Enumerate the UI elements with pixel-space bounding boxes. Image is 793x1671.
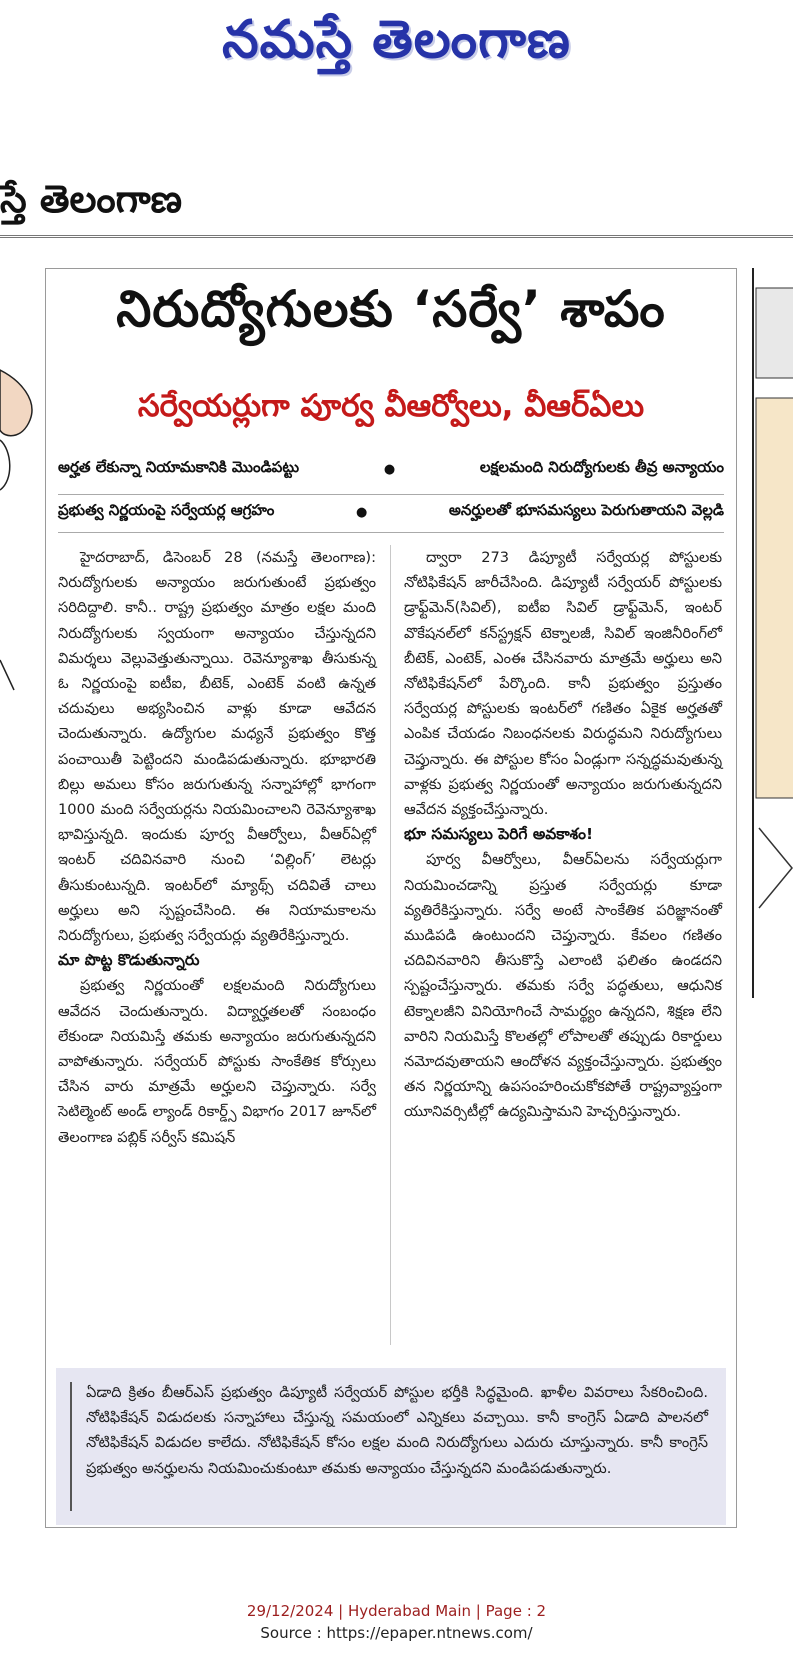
highlight-box: [56, 1368, 726, 1525]
kicker: అనర్హులతో భూసమస్యలు పెరుగుతాయని వెల్లడి: [448, 501, 724, 519]
paragraph: పూర్వ వీఆర్వోలు, వీఆర్‌ఏలను సర్వేయర్లుగా నియమించడాన్ని ప్రస్తుత సర్వేయర్లు కూడా వ్యతిరేకిస్తున్నారు. సర్వే అంటే సాంకేతిక పరిజ్ఞానంతో ముడిపడి ఉంటుందని చెప్తున్నారు. కేవలం గణితం చదివినవారిని తీసుకొస్తే ఎలాంటి ఫలితం ఉండదని స్పష్టంచేస్తున్నారు. తమకు సర్వే పద్ధతులు, ఆధునిక టెక్నాలజీని వినియోగించే సామర్థ్యం ఉన్నదని, శిక్షణ లేని వారిని నియమిస్తే కొలతల్లో లోపాలతో తప్పుడు రికార్డులు నమోదవుతాయని ఆందోళన వ్యక్తంచేస్తున్నారు. ప్రభుత్వం తన నిర్ణయాన్ని ఉపసంహరించుకోకపోతే రాష్ట్రవ్యాప్తంగా యూనివర్సిటీల్లో ఉద్యమిస్తామని హెచ్చరిస్తున్నారు.: [404, 851, 722, 1121]
bullet-icon: ●: [383, 461, 396, 477]
section-heading: భూ సమస్యలు పెరిగే అవకాశం!: [404, 825, 594, 844]
section-heading: మా పొట్ట కొడుతున్నారు: [58, 951, 200, 970]
footer-dateline: 29/12/2024 | Hyderabad Main | Page : 2: [246, 1602, 547, 1620]
footer-source: Source : https://epaper.ntnews.com/: [260, 1624, 533, 1642]
kicker-row-2: [58, 494, 724, 529]
article-column-1: [58, 545, 376, 1150]
divider: [58, 532, 724, 533]
section-strip: [0, 165, 793, 238]
subheadline: సర్వేయర్లుగా పూర్వ వీఆర్వోలు, వీఆర్‌ఏలు: [137, 388, 645, 424]
headline: నిరుద్యోగులకు ‘సర్వే’ శాపం: [116, 280, 666, 338]
paragraph: ప్రభుత్వ నిర్ణయంతో లక్షలమంది నిరుద్యోగులు ఆవేదన చెందుతున్నారు. విద్యార్హతలతో సంబంధం లేకుండా నియమిస్తే తమకు అన్యాయం జరుగుతున్నదని వాపోతున్నారు. సర్వేయర్ పోస్టుకు సాంకేతిక కోర్సులు చేసిన వారు మాత్రమే అర్హులని చెప్తున్నారు. సర్వే సెటిల్మెంట్ అండ్ ల్యాండ్ రికార్డ్స్ విభాగం 2017 జూన్‌లో తెలంగాణ పబ్లిక్ సర్వీస్ కమిషన్: [58, 977, 376, 1146]
paragraph: ద్వారా 273 డిప్యూటీ సర్వేయర్ల పోస్టులకు నోటిఫికేషన్ జారీచేసింది. డిప్యూటీ సర్వేయర్ పోస్టులకు డ్రాఫ్ట్‌మెన్(సివిల్), ఐటీఐ సివిల్ డ్రాఫ్ట్‌మెన్, ఇంటర్ వొకేషనల్‌లో కన్‌స్ట్రక్షన్ టెక్నాలజీ, సివిల్ ఇంజినీరింగ్‌లో బీటెక్, ఎంటెక్, ఎంఈ చేసినవారు మాత్రమే అర్హులు అని నోటిఫికేషన్‌లో పేర్కొంది. కానీ ప్రభుత్వం ప్రస్తుతం సర్వేయర్ల పోస్టులకు ఇంటర్‌లో గణితం ఏకైక అర్హతతో ఎంపిక చేయడం నిబంధనలకు విరుద్ధమని నిరుద్యోగులు చెప్తున్నారు. ఈ పోస్టుల కోసం ఏండ్లుగా సన్నద్ధమవుతున్న వాళ్లకు ప్రభుత్వ నిర్ణయంతో అన్యాయం జరుగుతున్నదని ఆవేదన వ్యక్తంచేస్తున్నారు.: [404, 549, 722, 819]
paragraph: హైదరాబాద్, డిసెంబర్ 28 (నమస్తే తెలంగాణ): నిరుద్యోగులకు అన్యాయం జరుగుతుంటే ప్రభుత్వం సరిదిద్దాలి. కానీ.. రాష్ట్ర ప్రభుత్వం మాత్రం లక్షల మంది నిరుద్యోగులకు స్వయంగా అన్యాయం చేస్తున్నదని విమర్శలు వెల్లువెత్తుతున్నాయి. రెవెన్యూశాఖ తీసుకున్న ఓ నిర్ణయంపై ఐటీఐ, బీటెక్, ఎంటెక్ వంటి ఉన్నత చదువులు అభ్యసించిన వాళ్లు కూడా ఆవేదన చెందుతున్నారు. ఉద్యోగుల మధ్యనే ప్రభుత్వం కొత్త పంచాయితీ పెట్టిందని మండిపడుతున్నారు. భూభారతి బిల్లు అమలు కోసం జరుగుతున్న సన్నాహాల్లో భాగంగా 1000 మంది సర్వేయర్లను నియమించాలని రెవెన్యూశాఖ భావిస్తున్నది. ఇందుకు పూర్వ వీఆర్వోలు, వీఆర్‌ఏల్లో ఇంటర్ చదివినవారి నుంచి ‘విల్లింగ్’ లెటర్లు తీసుకుంటున్నది. ఇంటర్‌లో మ్యాథ్స్ చదివితే చాలు అర్హులు అని స్పష్టంచేసింది. ఈ నియామకాలను నిరుద్యోగులు, ప్రభుత్వ సర్వేయర్లు వ్యతిరేకిస్తున్నారు.: [58, 549, 376, 945]
box-text: ఏడాది క్రితం బీఆర్‌ఎస్ ప్రభుత్వం డిప్యూటీ సర్వేయర్ పోస్టుల భర్తీకి సిద్ధమైంది. ఖాళీల వివరాలు సేకరించింది. నోటిఫికేషన్ విడుదలకు సన్నాహాలు చేస్తున్న సమయంలో ఎన్నికలు వచ్చాయి. కానీ కాంగ్రెస్ ఏడాది పాలనలో నోటిఫికేషన్ విడుదల కాలేదు. నోటిఫికేషన్ కోసం లక్షల మంది నిరుద్యోగులు ఎదురు చూస్తున్నారు. కానీ కాంగ్రెస్ ప్రభుత్వం అనర్హులను నియమించుకుంటూ తమకు అన్యాయం చేస్తున్నదని మండిపడుతున్నారు.: [86, 1384, 708, 1477]
masthead-title: నమస్తే తెలంగాణ: [222, 10, 571, 70]
kicker-row-1: [58, 452, 724, 486]
article-column-2: [404, 545, 722, 1125]
kicker: లక్షలమంది నిరుద్యోగులకు తీవ్ర అన్యాయం: [479, 458, 724, 476]
adjacent-column-fragment: [752, 268, 793, 998]
section-label: స్తే తెలంగాణ: [0, 177, 183, 221]
bullet-icon: ●: [355, 504, 368, 520]
column-divider: [390, 545, 391, 1345]
kicker: అర్హత లేకున్నా నియామకానికి మొండిపట్టు: [58, 458, 300, 476]
kicker: ప్రభుత్వ నిర్ణయంపై సర్వేయర్ల ఆగ్రహం: [58, 501, 275, 519]
masthead: [0, 0, 793, 90]
cartoon-fragment-left: [0, 360, 42, 740]
